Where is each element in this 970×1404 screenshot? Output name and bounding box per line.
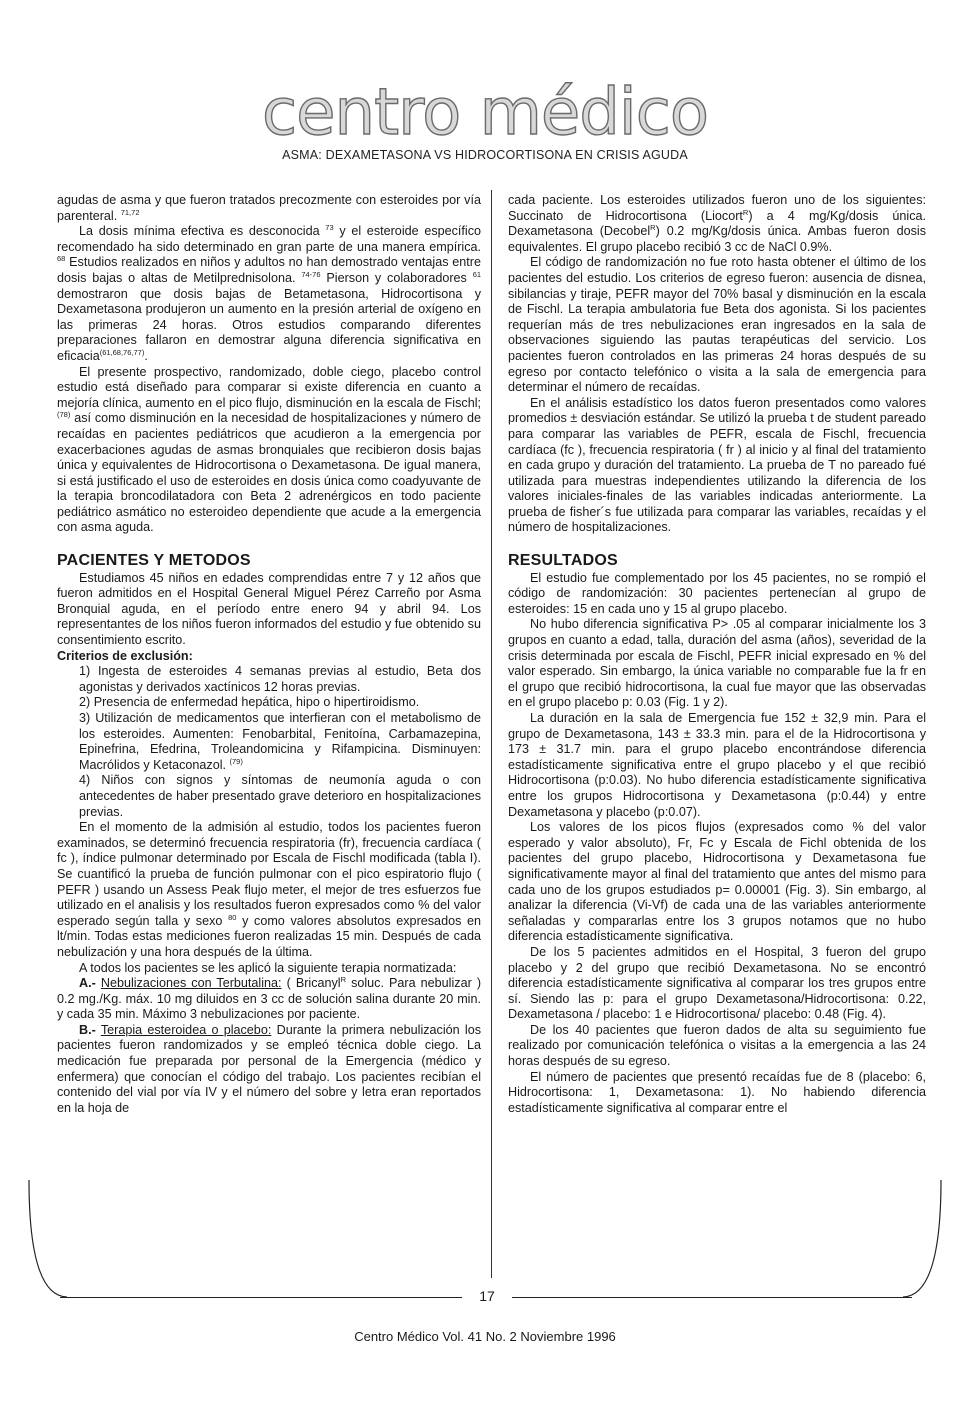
paragraph: cada paciente. Los esteroides utilizados fueron uno de los siguientes: Succinato de Hidrocortisona (Liocort$^R$) a 4 mg/Kg/dosis única. Dexametasona (Decobel$^R$) 0.2 mg/Kg/dosis única. Ambas fueron dosis equivalentes. El grupo placebo recibió 3 cc de NaCl 0.9%. bbox=[508, 193, 926, 254]
paragraph: La duración en la sala de Emergencia fue 152 ± 32,9 min. Para el grupo de Dexametasona, 143 ± 33.3 min. para el de la Hidrocortisona y 173 ± 31.7 min. para el grupo placebo encontrándose diferencia estadísticamente significativa entre el grupo placebo y el que recibió Hidrocortisona (p:0.03). No hubo diferencia estadísticamente significativa entre los grupos Hidrocortisona y Dexametasona (p:0.44) y entre Dexametasona y placebo (p:0.07). bbox=[508, 711, 926, 819]
page-number: 17 bbox=[479, 1288, 495, 1304]
paragraph: El código de randomización no fue roto hasta obtener el último de los pacientes del estudio. Los criterios de egreso fueron: ausencia de disnea, sibilancias y tiraje, PEFR mayor del 70% basal y disminución en la escala de Fischl. La terapia ambulatoria fue Beta dos agonista. Si los pacientes requerían más de tres nebulizaciones eran ingresados en la sala de observaciones siguiendo las pautas terapéuticas del servicio. Los pacientes fueron controlados en las primeras 24 horas después de su egreso por contacto telefónico o visita a la sala de emergencia para determinar el número de recaídas. bbox=[508, 255, 926, 395]
paragraph: B.- Terapia esteroidea o placebo: Durante la primera nebulización los pacientes fueron randomizados y se empleó técnica doble ciego. La medicación fue preparada por personal de la Emergencia (médico y enfermera) que conocían el código del trabajo. Los pacientes recibían el contenido del vial por vía IV y el número del sobre y letra eran reportados en la hoja de bbox=[57, 1022, 482, 1115]
paragraph: A todos los pacientes se les aplicó la siguiente terapia normatizada: bbox=[79, 960, 457, 975]
rule-left bbox=[60, 1297, 462, 1298]
paragraph: De los 5 pacientes admitidos en el Hospital, 3 fueron del grupo placebo y 2 del grupo que recibió Dexametasona. No se encontró diferencia estadísticamente significativa al comparar los tres grupos entre sí. Siendo las p: para el grupo Dexametasona/Hidrocortisona: 0.22, Dexametasona / placebo: 1 e Hidrocortisona/ placebo: 0.48 (Fig. 4). bbox=[508, 944, 926, 1022]
list-item: 2) Presencia de enfermedad hepática, hipo o hipertiroidismo. bbox=[79, 695, 420, 710]
paragraph: Los valores de los picos flujos (expresados como % del valor esperado y valor absoluto), Fr, Fc y Escala de Fichl obtenida de los pacientes del grupo placebo, Hidrocortisona y Dexametasona fue significativamente mayor al final del tratamiento que antes del mismo para cada uno de los grupos estudiados p= 0.00001 (Fig. 3). Sin embargo, al analizar la diferencia (Vi-Vf) de cada una de las variables anteriormente señaladas y compararlas entre los 3 grupos notamos que no hubo diferencia estadísticamente significativa. bbox=[508, 820, 926, 944]
list-item: 4) Niños con signos y síntomas de neumonía aguda o con antecedentes de haber presentado grave deterioro en hospitalizaciones previas. bbox=[79, 773, 481, 819]
paragraph: De los 40 pacientes que fueron dados de alta su seguimiento fue realizado por comunicación telefónica o visitas a la emergencia a las 24 horas después de su egreso. bbox=[508, 1022, 926, 1069]
page-frame bbox=[27, 1180, 943, 1300]
paragraph: En el momento de la admisión al estudio, todos los pacientes fueron examinados, se determinó frecuencia respiratoria (fr), frecuencia cardíaca ( fc ), índice pulmonar determinado por Escala de Fischl modificada (tabla I). Se cuantificó la prueba de función pulmonar con el pico espiratorio flujo ( PEFR ) usando un Assess Peak flujo meter, el mejor de tres esfuerzos fue utilizado en el analisis y los resultados fueron expresados como % del valor esperado según talla y sexo $^{80}$ y como valores absolutos expresados en lt/min. Todas estas mediciones fueron realizadas 15 min. Después de cada nebulización y una hora después de la última. bbox=[57, 820, 482, 959]
paragraph: agudas de asma y que fueron tratados precozmente con esteroides por vía parenteral. $^{71,72}$ bbox=[57, 193, 481, 223]
section-heading-methods: PACIENTES Y METODOS bbox=[57, 552, 251, 570]
paragraph: El número de pacientes que presentó recaídas fue de 8 (placebo: 6, Hidrocortisona: 1, Dexametasona: 1). No habiendo diferencia estadísticamente significativa al comparar entre el bbox=[508, 1069, 926, 1115]
paragraph: A.- Nebulizaciones con Terbutalina: ( Bricanyl$^R$ soluc. Para nebulizar ) 0.2 mg./Kg. máx. 10 mg diluidos en 3 cc de solución salina durante 20 min. y cada 35 min. Máximo 3 nebulizaciones por paciente. bbox=[57, 975, 482, 1022]
masthead bbox=[0, 78, 970, 162]
paragraph: El presente prospectivo, randomizado, doble ciego, placebo control estudio está diseñado para comparar si existe diferencia en cuanto a mejoría clínica, aumento en el pico flujo, disminución en la escala de Fischl;$^{(78)}$ así como disminución en la necesidad de hospitalizaciones y número de recaídas en pacientes pediátricos que acudieron a la emergencia por exacerbaciones agudas de asmas bronquiales que recibieron dosis bajas única y equivalentes de Hidrocortisona o Dexametasona. De igual manera, si está justificado el uso de esteroides en dosis única como coadyuvante de la terapia broncodilatadora con Beta 2 adrenérgicos en todo paciente pediátrico asmático no esteroideo dependiente que acude a la emergencia con asma aguda. bbox=[57, 364, 482, 535]
paragraph: El estudio fue complementado por los 45 pacientes, no se rompió el código de randomización: 30 pacientes pertenecían al grupo de esteroides: 15 en cada uno y 15 al grupo placebo. bbox=[508, 570, 926, 616]
section-heading-results: RESULTADOS bbox=[508, 552, 618, 570]
paragraph: No hubo diferencia significativa P> .05 al comparar inicialmente los 3 grupos en cuanto a edad, talla, duración del asma (años), severidad de la crisis determinada por escala de Fischl, PEFR inicial expresado en % del valor esperado. Sin embargo, la única variable no comparable fue la fr en el grupo que recibió hidrocortisona, la cual fue mayor que las observadas en el grupo placebo p: 0.03 (Fig. 1 y 2). bbox=[508, 617, 926, 710]
left-column bbox=[57, 193, 481, 1116]
footer-citation: Centro Médico Vol. 41 No. 2 Noviembre 1996 bbox=[354, 1329, 616, 1344]
column-divider bbox=[491, 190, 492, 1278]
list-item: 1) Ingesta de esteroides 4 semanas previas al estudio, Beta dos agonistas y derivados xactínicos 12 horas previas. bbox=[79, 664, 481, 694]
rule-right bbox=[512, 1297, 912, 1298]
right-column bbox=[508, 193, 926, 1116]
journal-logo: centro médico bbox=[261, 76, 709, 150]
paragraph: La dosis mínima efectiva es desconocida $^{73}$ y el esteroide específico recomendado ha sido determinado en gran parte de una manera empírica. $^{68}$ Estudios realizados en niños y adultos no han demostrado ventajas entre dosis bajas o altas de Metilprednisolona. $^{74-76}$ Pierson y colaboradores $^{61}$ demostraron que dosis bajas de Betametasona, Hidrocortisona y Dexametasona produjeron un aumento en la presión arterial de oxígeno en las primeras 24 horas. Otros estudios comparando diferentes preparaciones fallaron en demostrar alguna diferencia significativa en eficacia$^{(61,68,76,77)}$. bbox=[57, 223, 482, 363]
paragraph: En el análisis estadístico los datos fueron presentados como valores promedios ± desviación estándar. Se utilizó la prueba t de student pareado para comparar las variables de PEFR, escala de Fischl, frecuencia cardíaca (fc ), frecuencia respiratoria ( fr ) al inicio y al final del tratamiento en cada grupo y duración del tratamiento. La prueba de T no pareado fué utilizada para muestras independientes utilizando la diferencia de los valores iniciales-finales de las variables indicadas anteriormente. La prueba de fisher´s fue utilizada para comparar las variables, recaídas y el número de hospitalizaciones. bbox=[508, 395, 926, 535]
paragraph: Estudiamos 45 niños en edades comprendidas entre 7 y 12 años que fueron admitidos en el Hospital General Miguel Pérez Carreño por Asma Bronquial aguda, en el período entre enero 94 y abril 94. Los representantes de los niños fueron informados del estudio y fue obtenido su consentimiento escrito. bbox=[57, 570, 481, 648]
list-item: 3) Utilización de medicamentos que interfieran con el metabolismo de los esteroides. Aumenten: Fenobarbital, Fenitoína, Carbamazepina, Epinefrina, Efedrina, Troleandomicina y Rifampicina. Disminuyen: Macrólidos y Ketaconazol. $^{(79)}$ bbox=[79, 711, 481, 772]
running-title: ASMA: DEXAMETASONA VS HIDROCORTISONA EN CRISIS AGUDA bbox=[282, 148, 688, 162]
subheading-exclusion: Criterios de exclusión: bbox=[57, 648, 193, 663]
